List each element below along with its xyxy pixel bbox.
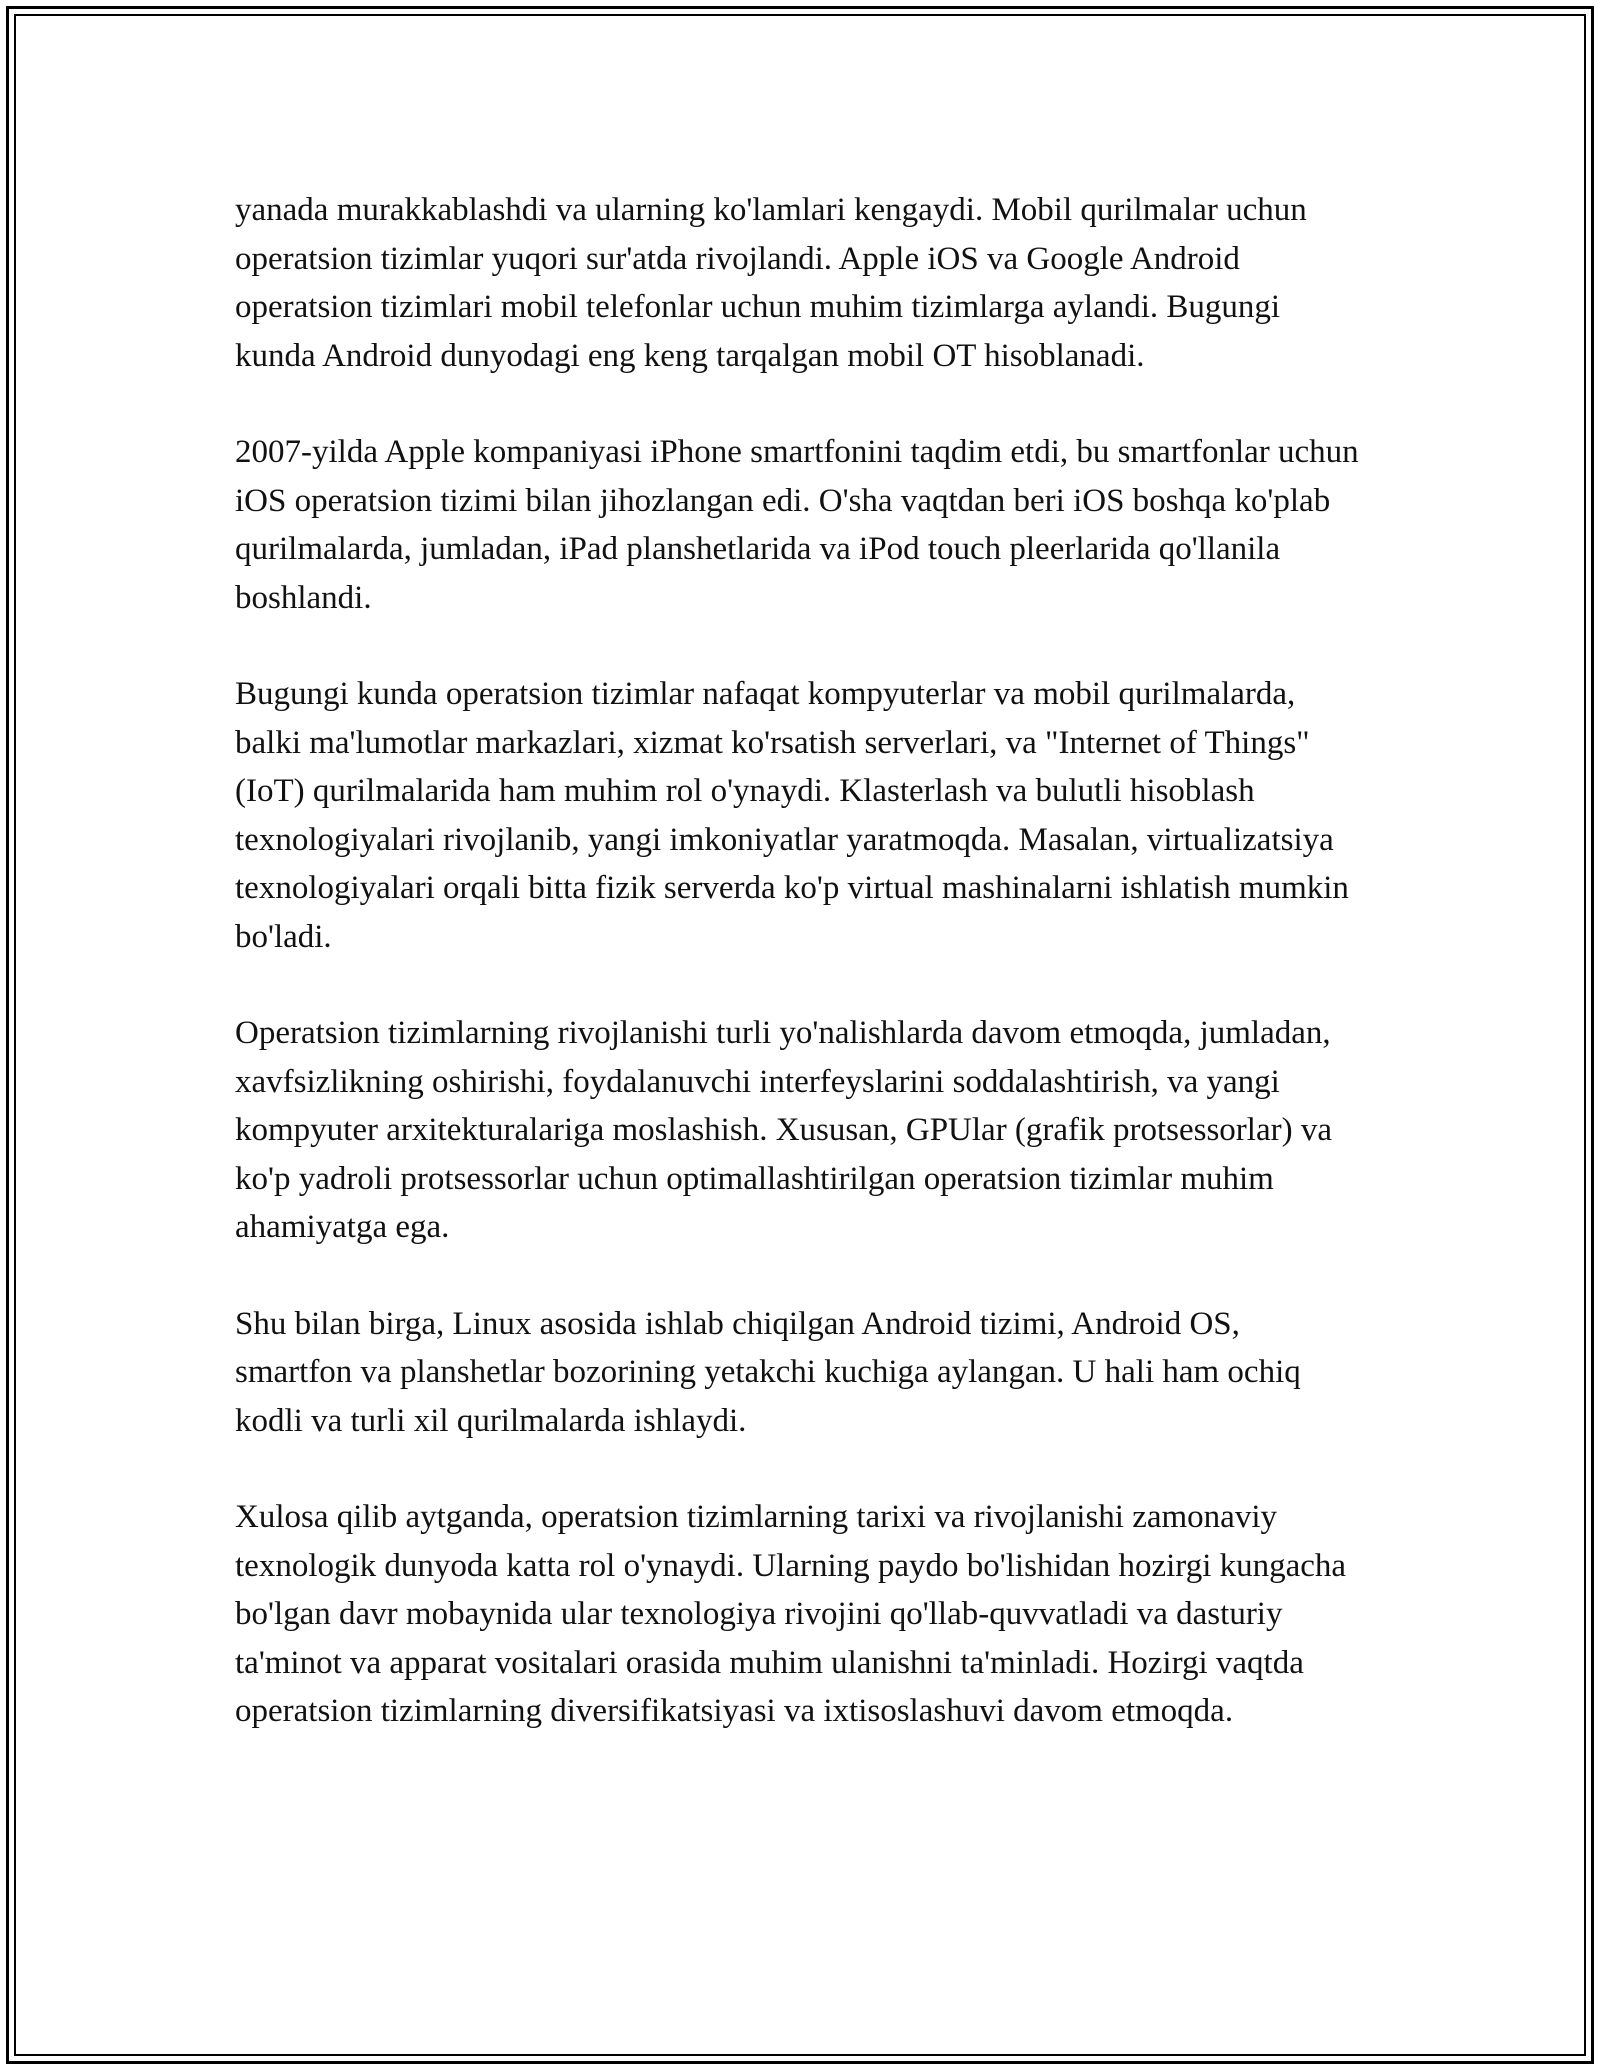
paragraph-2: 2007-yilda Apple kompaniyasi iPhone smartfonini taqdim etdi, bu smartfonlar uchun iOS operatsion tizimi bilan jihozlangan edi. O'sha vaqtdan beri iOS boshqa ko'plab qurilmalarda, jumladan, iPad planshetlarida va iPod touch pleerlarida qo'llanila boshlandi. [235,434,1359,616]
paragraph-5: Shu bilan birga, Linux asosida ishlab chiqilgan Android tizimi, Android OS, smartfon va planshetlar bozorining yetakchi kuchiga aylangan. U hali ham ochiq kodli va turli xil qurilmalarda ishlaydi. [235,1305,1301,1439]
paragraph-3: Bugungi kunda operatsion tizimlar nafaqat kompyuterlar va mobil qurilmalarda, balki ma'lumotlar markazlari, xizmat ko'rsatish serverlari, va "Internet of Things" (IoT) qurilmalarida ham muhim rol o'ynaydi. Klasterlash va bulutli hisoblash texnologiyalari rivojlanib, yangi imkoniyatlar yaratmoqda. Masalan, virtualizatsiya texnologiyalari orqali bitta fizik serverda ko'p virtual mashinalarni ishlatish mumkin bo'ladi. [235,676,1349,955]
paragraph-4: Operatsion tizimlarning rivojlanishi turli yo'nalishlarda davom etmoqda, jumladan, xavfsizlikning oshirishi, foydalanuvchi interfeyslarini soddalashtirish, va yangi kompyuter arxitekturalariga moslashish. Xususan, GPUlar (grafik protsessorlar) va ko'p yadroli protsessorlar uchun optimallashtirilgan operatsion tizimlar muhim ahamiyatga ega. [235,1015,1332,1245]
paragraph-6: Xulosa qilib aytganda, operatsion tizimlarning tarixi va rivojlanishi zamonaviy texnologik dunyoda katta rol o'ynaydi. Ularning paydo bo'lishidan hozirgi kungacha bo'lgan davr mobaynida ular texnologiya rivojini qo'llab-quvvatladi va dasturiy ta'minot va apparat vositalari orasida muhim ulanishni ta'minladi. Hozirgi vaqtda operatsion tizimlarning diversifikatsiyasi va ixtisoslashuvi davom etmoqda. [235,1499,1347,1729]
document-body [235,186,1365,1784]
paragraph-1: yanada murakkablashdi va ularning ko'lamlari kengaydi. Mobil qurilmalar uchun operatsion tizimlar yuqori sur'atda rivojlandi. Apple iOS va Google Android operatsion tizimlari mobil telefonlar uchun muhim tizimlarga aylandi. Bugungi kunda Android dunyodagi eng keng tarqalgan mobil OT hisoblanadi. [235,192,1307,374]
